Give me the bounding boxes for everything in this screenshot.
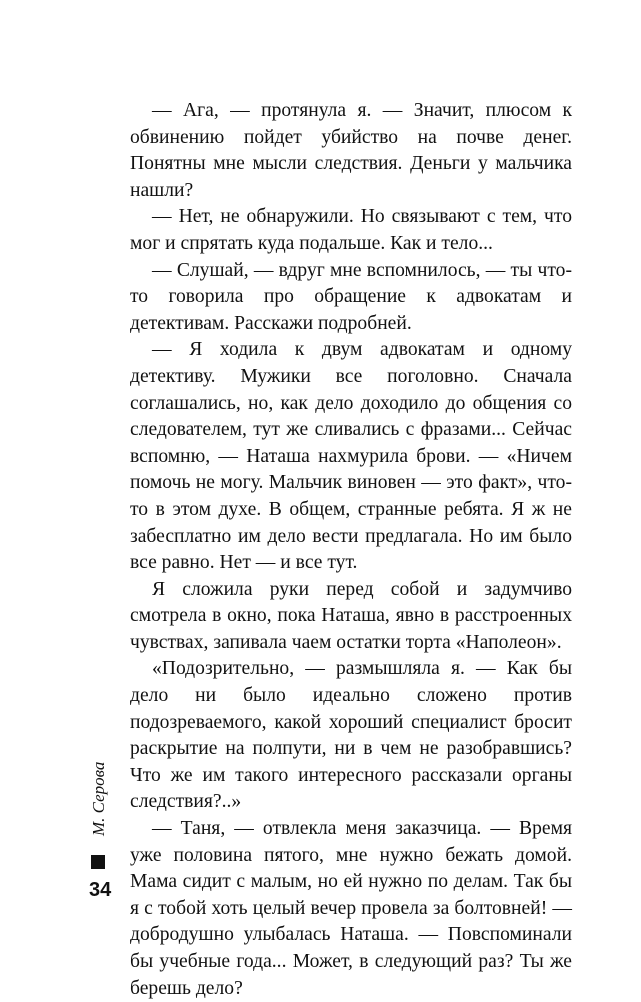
paragraph: «Подозрительно, — размышляла я. — Как бы дело ни было идеально сложено против подозреваемого, какой хороший специалист бросит раскрытие на полпути, ни в чем не разобравшись? Что же им такого интересного рассказали органы следствия?..» (130, 658, 572, 813)
running-head-author: М. Серова (89, 761, 108, 836)
square-marker-icon (91, 855, 105, 869)
paragraph: — Я ходила к двум адвокатам и одному детективу. Мужики все поголовно. Сначала соглашались, но, как дело доходило до общения со следователем, тут же сливались с фразами... Сейчас вспомню, — Наташа нахмурила брови. — «Ничем помочь не могу. Мальчик виновен — это факт», что-то в этом духе. В общем, странные ребята. Я ж не забесплатно им дело вести предлагала. Но им было все равно. Нет — и все тут. (130, 339, 572, 574)
paragraph: — Ага, — протянула я. — Значит, плюсом к обвинению пойдет убийство на почве денег. Понятны мне мысли следствия. Деньги у мальчика нашли? (130, 100, 572, 201)
paragraph: — Таня, — отвлекла меня заказчица. — Время уже половина пятого, мне нужно бежать домой. Мама сидит с малым, но ей нужно по делам. Так бы я с тобой хоть целый вечер провела за болтовней! — добродушно улыбалась Наташа. — Повспоминали бы учебные года... Может, в следующий раз? Ты же берешь дело? (130, 818, 572, 999)
page-number: 34 (89, 879, 112, 901)
paragraph: Я сложила руки перед собой и задумчиво смотрела в окно, пока Наташа, явно в расстроенных чувствах, запивала чаем остатки торта «Наполеон». (130, 578, 572, 653)
paragraph: — Слушай, — вдруг мне вспомнилось, — ты что-то говорила про обращение к адвокатам и детективам. Расскажи подробней. (130, 259, 572, 334)
page-body-text (130, 98, 572, 1002)
paragraph: — Нет, не обнаружили. Но связывают с тем, что мог и спрятать куда подальше. Как и тело... (130, 206, 572, 254)
